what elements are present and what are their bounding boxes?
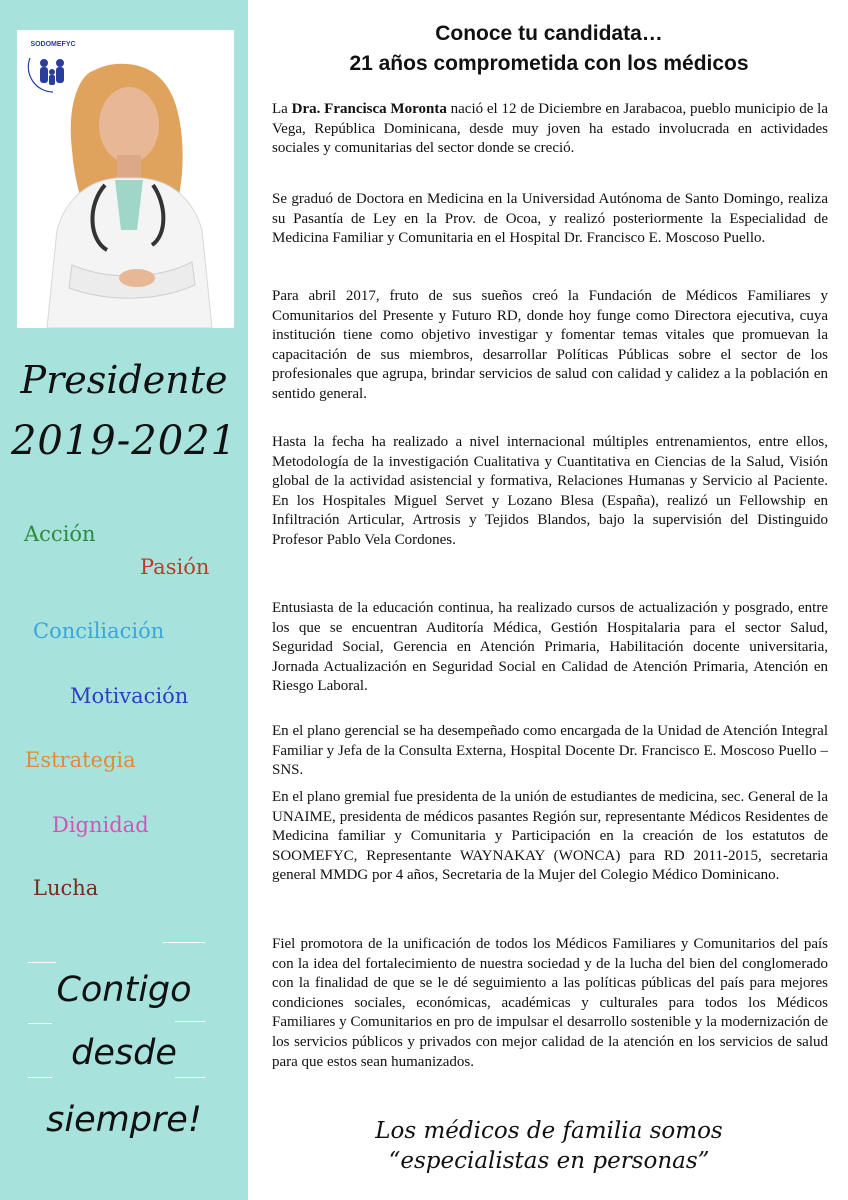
value-lucha: Lucha: [33, 876, 99, 900]
value-accion: Acción: [24, 522, 96, 546]
value-pasion: Pasión: [140, 555, 210, 579]
value-estrategia: Estrategia: [25, 748, 136, 772]
page-title-line-2: 21 años comprometida con los médicos: [349, 52, 749, 75]
footer-line-1: Los médicos de familia somos: [375, 1118, 723, 1144]
slogan-line-3: siempre!: [46, 1100, 202, 1140]
decor-dash: [163, 942, 205, 943]
president-title: Presidente: [20, 358, 228, 402]
paragraph-birth: [272, 100, 828, 159]
svg-text:SODOMEFYC: SODOMEFYC: [30, 41, 76, 48]
sodomefyc-logo: [22, 36, 84, 98]
paragraph-education: Se graduó de Doctora en Medicina en la Universidad Autónoma de Santo Domingo, realiza su Pasantía de Ley en la Prov. de Ocoa, y realizó posteriormente la Especialidad de Medicina Familiar y Comunitaria en el Hospital Dr. Francisco E. Moscoso Puello.: [272, 191, 828, 247]
paragraph-union: En el plano gremial fue presidenta de la unión de estudiantes de medicina, sec. General de la UNAIME, presidenta de médicos pasantes Región sur, representante Médicos Residentes de Medicina familiar y Comunitaria y Participación en la creación de los estatutos de SOOMEFYC, Representante WAYNAKAY (WONCA) para RD 2011-2015, secretaria general MMDG por 4 años, Secretaria de la Mujer del Colegio Médico Dominicano.: [272, 789, 828, 884]
paragraph-training: Hasta la fecha ha realizado a nivel internacional múltiples entrenamientos, entre ellos, Metodología de la investigación Cualitativa y Cuantitativa en Ciencias de la Salud, Visión global de la actividad asistencial y formativa, Relaciones Humanas y Servicio al Paciente. En los Hospitales Miguel Servet y Lozano Blesa (España), realizó un Fellowship en Infiltración Articular, Artrosis y Tejidos Blandos, bajo la supervisión del Distinguido Profesor Pablo Vela Cordones.: [272, 434, 828, 548]
president-years: 2019-2021: [10, 418, 238, 464]
paragraph-foundation: Para abril 2017, fruto de sus sueños creó la Fundación de Médicos Familiares y Comunitarios del Presente y Futuro RD, donde hoy funge como Directora ejecutiva, cuya institución tiene como objetivo investigar y fomentar temas vitales que promuevan la capacitación de sus miembros, desarrollar Políticas Públicas sobre el sector de los profesionales que agrupa, brindar servicios de salud con calidad y calidez a la población en sentido general.: [272, 288, 828, 402]
paragraph-text: nació el 12 de Diciembre en Jarabacoa, pueblo municipio de la Vega, República Dominicana, desde muy joven ha estado involucrada en actividades sociales y comunitarias del sector donde se creció.: [272, 101, 829, 157]
paragraph-continuing-education: Entusiasta de la educación continua, ha realizado cursos de actualización y posgrado, entre los que se encuentran Auditoría Médica, Gestión Hospitalaria para el sector Salud, Seguridad Social, Gerencia en Atención Primaria, Habilitación docente universitaria, Jornada Actualización en Seguridad Social en Calidad de Atención Primaria, Atención en Riesgo Laboral.: [272, 600, 828, 695]
page-title-line-1: Conoce tu candidata…: [435, 22, 663, 45]
paragraph-prefix: La: [272, 101, 288, 117]
sidebar-panel: [0, 0, 248, 1200]
slogan-line-2: desde: [71, 1033, 177, 1073]
decor-dash: [175, 1021, 205, 1022]
decor-dash: [28, 1077, 52, 1078]
candidate-photo: [17, 30, 234, 328]
value-dignidad: Dignidad: [52, 813, 149, 837]
decor-dash: [175, 1077, 205, 1078]
paragraph-promotion: Fiel promotora de la unificación de todos los Médicos Familiares y Comunitarios del país con la idea del fortalecimiento de nuestra sociedad y de la lucha del bien del conglomerado con la finalidad de que se le dé seguimiento a las políticas públicas del país para mejores condiciones sociales, económicas, académicas y culturales para todos los Médicos Familiares y Comunitarios en pro de impulsar el desarrollo sostenible y la modernización de los servicios públicos y privados con mejor calidad de la atención en los servicios de salud para que estos sean humanizados.: [272, 936, 828, 1070]
decor-dash: [28, 1023, 52, 1024]
decor-dash: [28, 962, 56, 963]
footer-line-2: “especialistas en personas”: [388, 1148, 710, 1174]
value-conciliacion: Conciliación: [33, 619, 165, 643]
candidate-name: Dra. Francisca Moronta: [291, 101, 447, 117]
paragraph-management: En el plano gerencial se ha desempeñado como encargada de la Unidad de Atención Integral Familiar y Jefa de la Consulta Externa, Hospital Docente Dr. Francisco E. Moscoso Puello – SNS.: [272, 723, 828, 779]
slogan-line-1: Contigo: [56, 970, 192, 1010]
value-motivacion: Motivación: [70, 684, 189, 708]
